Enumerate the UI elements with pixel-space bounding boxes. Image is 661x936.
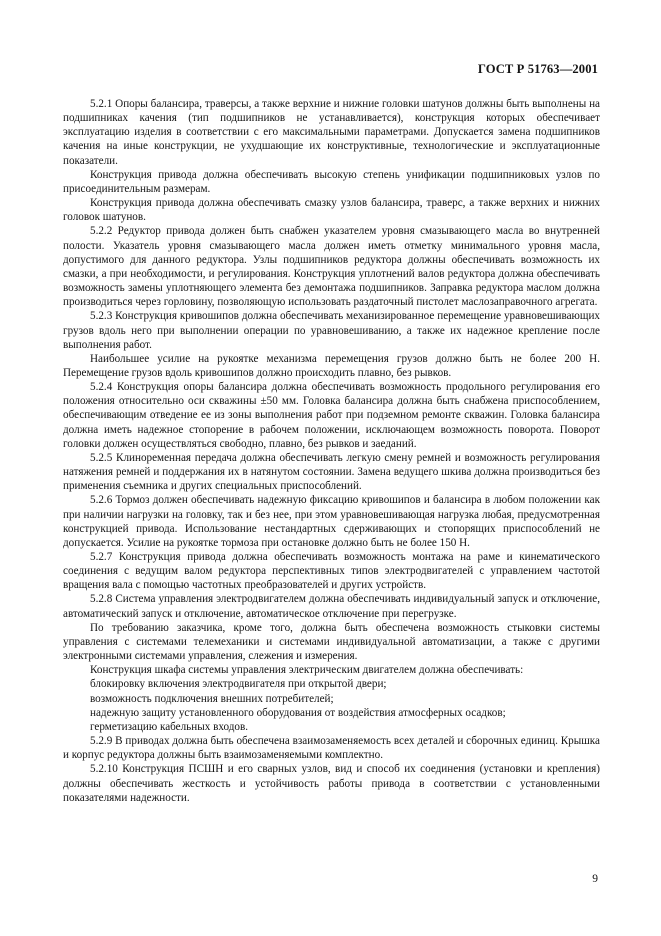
paragraph-max-force: Наибольшее усилие на рукоятке механизма перемещения грузов должно быть не более 200 Н. Перемещение грузов вдоль кривошипов должно происходить плавно, без рывков. — [63, 352, 600, 379]
paragraph-5-2-4: 5.2.4 Конструкция опоры балансира должна обеспечивать возможность продольного регулирования его положения относительно оси скважины ±50 мм. Головка балансира должна быть снабжена приспособлением, обеспечивающим отведение ее из зоны выполнения работ при подземном ремонте скважин. Головка балансира должна иметь надежное стопорение в рабочем положении, исключающем возможность поворота. Поворот головки должен осуществляться свободно, плавно, без рывков и заеданий. — [63, 381, 600, 450]
page-number: 9 — [592, 873, 598, 885]
paragraph-5-2-5: 5.2.5 Клиноременная передача должна обеспечивать легкую смену ремней и возможность регулирования натяжения ремней и поддержания их в натянутом состоянии. Замена ведущего шкива должна производиться без применения съемника и других специальных приспособлений. — [63, 451, 600, 493]
standard-header: ГОСТ Р 51763—2001 — [477, 62, 598, 76]
paragraph-5-2-1: 5.2.1 Опоры балансира, траверсы, а также верхние и нижние головки шатунов должны быть выполнены на подшипниках качения (тип подшипников не устанавливается), конструкция которых обеспечивает эксплуатацию изделия в соответствии с его максимальными параметрами. Допускается замена подшипников качения на иные конструкции, не ухудшающие их конструктивные, технологические и эксплуатационные показатели. — [63, 98, 600, 167]
paragraph-5-2-8: 5.2.8 Система управления электродвигателем должна обеспечивать индивидуальный запуск и отключение, автоматический запуск и отключение, автоматическое отключение при перегрузке. — [63, 593, 600, 620]
paragraph-cabinet-requirements: Конструкция шкафа системы управления электрическим двигателем должна обеспечивать: — [90, 664, 524, 677]
document-body — [63, 97, 600, 805]
list-item-cable-sealing: герметизацию кабельных входов. — [90, 720, 249, 733]
paragraph-5-2-3: 5.2.3 Конструкция кривошипов должна обеспечивать механизированное перемещение уравновешивающих грузов вдоль него при выполнении операции по уравновешиванию, а также их надежное крепление после выполнения работ. — [63, 310, 600, 351]
list-item-weather-protection: надежную защиту установленного оборудования от воздействия атмосферных осадков; — [90, 706, 506, 719]
paragraph-bearing-unification: Конструкция привода должна обеспечивать высокую степень унификации подшипниковых узлов по присоединительным размерам. — [63, 168, 600, 195]
paragraph-5-2-6: 5.2.6 Тормоз должен обеспечивать надежную фиксацию кривошипов и балансира в любом положении как при наличии нагрузки на головку, так и без нее, при этом уравновешивающая нагрузка любая, предусмотренная конструкцией привода. Использование нестандартных сдерживающих и стопорящих приспособлений не допускается. Усилие на рукоятке тормоза при остановке должно быть не более 150 Н. — [63, 494, 600, 549]
paragraph-5-2-2: 5.2.2 Редуктор привода должен быть снабжен указателем уровня смазывающего масла во внутренней полости. Указатель уровня смазывающего масла должен иметь отметку минимального уровня масла, допустимого для данного редуктора. Узлы подшипников редуктора должны обеспечивать возможность их смазки, а при необходимости, и регулирования. Конструкция уплотнений валов редуктора должна обеспечивать возможность замены уплотняющего элемента без демонтажа подшипников. Заправка редуктора маслом должна производиться через горловину, позволяющую использовать раздаточный пистолет маслозаправочного агрегата. — [63, 225, 600, 309]
paragraph-customer-request: По требованию заказчика, кроме того, должна быть обеспечена возможность стыковки системы управления с системами телемеханики и системами индивидуальной автоматизации, а также с другими электронными системами управления, слежения и измерения. — [63, 621, 600, 663]
paragraph-5-2-9: 5.2.9 В приводах должна быть обеспечена взаимозаменяемость всех деталей и сборочных единиц. Крышка и корпус редуктора должны быть взаимозаменяемыми комплектно. — [63, 735, 600, 762]
paragraph-lubrication: Конструкция привода должна обеспечивать смазку узлов балансира, траверс, а также верхних и нижних головок шатунов. — [63, 197, 600, 224]
list-item-door-interlock: блокировку включения электродвигателя при открытой двери; — [90, 678, 387, 691]
paragraph-5-2-7: 5.2.7 Конструкция привода должна обеспечивать возможность монтажа на раме и кинематического соединения с ведущим валом редуктора перспективных типов электродвигателей с управлением частотой вращения вала с помощью частотных преобразователей и других устройств. — [63, 551, 600, 592]
list-item-external-consumers: возможность подключения внешних потребителей; — [90, 692, 334, 705]
paragraph-5-2-10: 5.2.10 Конструкция ПСШН и его сварных узлов, вид и способ их соединения (установки и крепления) должны обеспечивать жесткость и устойчивость работы привода в соответствии с установленными показателями надежности. — [63, 763, 600, 804]
